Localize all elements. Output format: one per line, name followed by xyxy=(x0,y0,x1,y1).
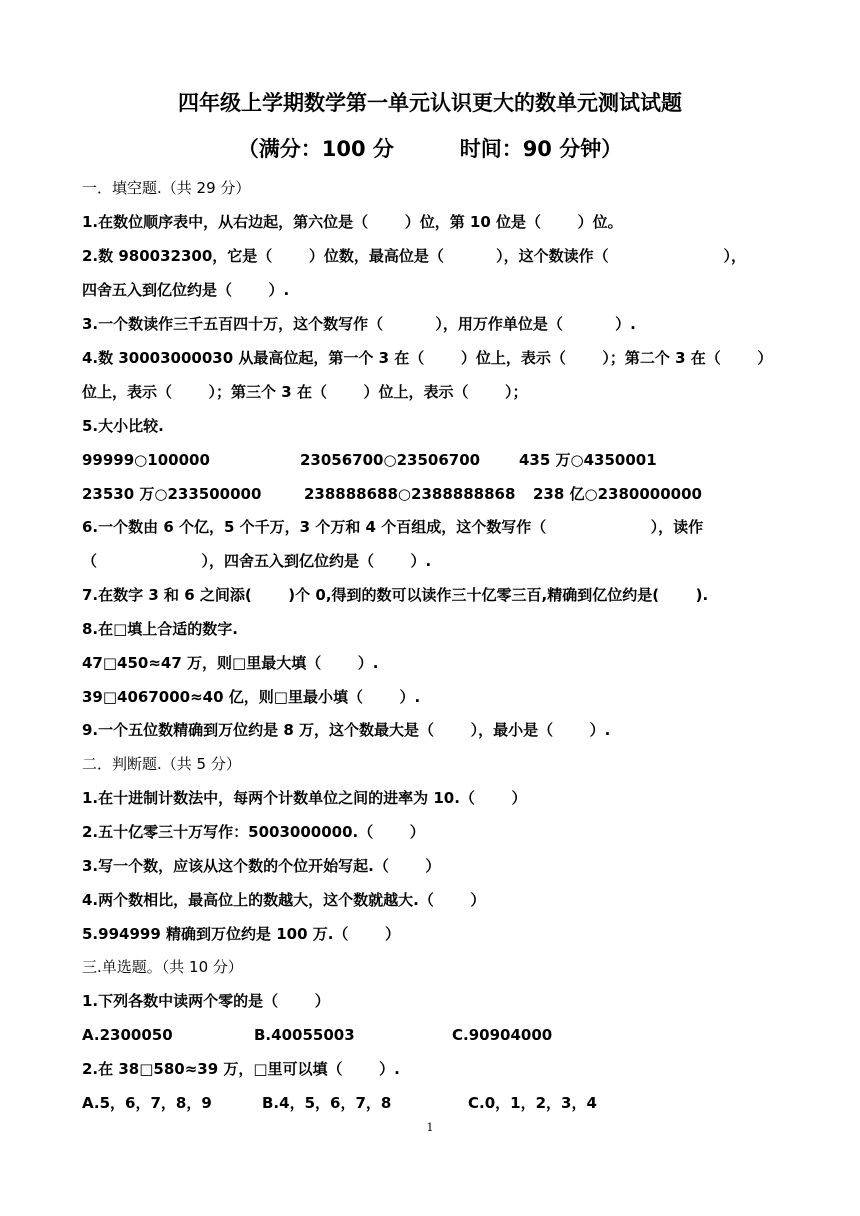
option-a: A.5，6，7，8，9 xyxy=(82,1094,212,1112)
question-1-4-line2: 位上，表示（ ）；第三个 3 在（ ）位上，表示（ ）； xyxy=(82,383,528,401)
question-1-8: 8.在□填上合适的数字. xyxy=(82,620,239,638)
question-3-2: 2.在 38□580≈39 万，□里可以填（ ）. xyxy=(82,1060,400,1078)
question-1-2-line1: 2.数 980032300，它是（ ）位数，最高位是（ ），这个数读作（ ）， xyxy=(82,247,746,265)
question-2-3: 3.写一个数，应该从这个数的个位开始写起.（ ） xyxy=(82,857,441,875)
option-b: B.4，5，6，7，8 xyxy=(262,1094,392,1112)
compare-item: 238 亿○2380000000 xyxy=(533,485,702,503)
compare-item: 435 万○4350001 xyxy=(519,451,657,469)
compare-item: 23056700○23506700 xyxy=(300,451,481,469)
question-1-8a: 47□450≈47 万，则□里最大填（ ）. xyxy=(82,654,379,672)
compare-item: 238888688○2388888868 xyxy=(304,485,516,503)
question-3-1: 1.下列各数中读两个零的是（ ） xyxy=(82,992,330,1010)
section-heading-true-false: 二．判断题.（共 5 分） xyxy=(82,755,241,773)
question-1-9: 9.一个五位数精确到万位约是 8 万，这个数最大是（ ），最小是（ ）. xyxy=(82,721,611,739)
question-1-3: 3.一个数读作三千五百四十万，这个数写作（ ），用万作单位是（ ）. xyxy=(82,315,636,333)
question-1-5: 5.大小比较. xyxy=(82,417,164,435)
question-1-7: 7.在数字 3 和 6 之间添( )个 0,得到的数可以读作三十亿零三百,精确到亿位约是( ). xyxy=(82,586,709,604)
page-subtitle: （满分：100 分 时间：90 分钟） xyxy=(237,137,623,161)
page-number: 1 xyxy=(426,1121,434,1134)
compare-item: 23530 万○233500000 xyxy=(82,485,262,503)
question-1-6-line2: （ ），四舍五入到亿位约是（ ）. xyxy=(82,552,432,570)
question-1-2-line2: 四舍五入到亿位约是（ ）. xyxy=(82,281,290,299)
question-1-6-line1: 6.一个数由 6 个亿，5 个千万，3 个万和 4 个百组成，这个数写作（ ），读作 xyxy=(82,518,704,536)
option-c: C.0，1，2，3，4 xyxy=(468,1094,597,1112)
section-heading-fill-in: 一．填空题.（共 29 分） xyxy=(82,179,251,197)
option-a: A.2300050 xyxy=(82,1026,173,1044)
page-title: 四年级上学期数学第一单元认识更大的数单元测试试题 xyxy=(178,91,682,115)
question-2-1: 1.在十进制计数法中，每两个计数单位之间的进率为 10.（ ） xyxy=(82,789,527,807)
question-2-2: 2.五十亿零三十万写作：5003000000.（ ） xyxy=(82,823,425,841)
option-c: C.90904000 xyxy=(452,1026,553,1044)
question-1-1: 1.在数位顺序表中，从右边起，第六位是（ ）位，第 10 位是（ ）位。 xyxy=(82,213,623,231)
question-2-4: 4.两个数相比，最高位上的数越大，这个数就越大.（ ） xyxy=(82,891,486,909)
option-b: B.40055003 xyxy=(254,1026,355,1044)
question-1-4-line1: 4.数 30003000030 从最高位起，第一个 3 在（ ）位上，表示（ ）；第二个 3 在（ ） xyxy=(82,349,773,367)
compare-item: 99999○100000 xyxy=(82,451,210,469)
question-1-8b: 39□4067000≈40 亿，则□里最小填（ ）. xyxy=(82,688,421,706)
question-2-5: 5.994999 精确到万位约是 100 万.（ ） xyxy=(82,925,400,943)
section-heading-single-choice: 三.单选题。（共 10 分） xyxy=(82,958,243,976)
